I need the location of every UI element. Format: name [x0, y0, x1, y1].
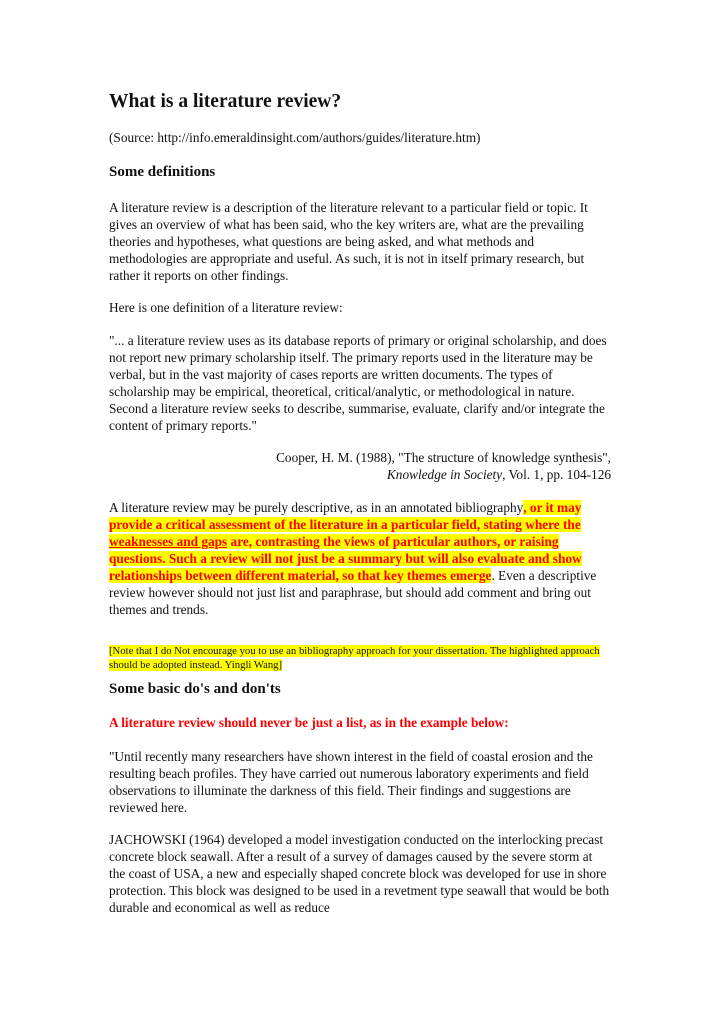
citation-line-2	[109, 466, 611, 483]
highlighted-critical-text-b: are, contrasting the views of particular authors, or raising questions. Such a review will not just be a summary but will also evaluate and show relationships between different material, so that key themes emerge	[109, 534, 582, 583]
citation-journal: Knowledge in Society	[386, 467, 503, 482]
highlighted-underlined-text: weaknesses and gaps	[109, 534, 228, 549]
para3-end: . Even a descriptive review however should not just list and paraphrase, but should add comment and bring out themes and trends.	[109, 568, 597, 617]
instructor-note	[109, 644, 611, 672]
citation-line-1: Cooper, H. M. (1988), "The structure of knowledge synthesis",	[276, 450, 611, 465]
list-warning: A literature review should never be just a list, as in the example below:	[109, 715, 509, 730]
definition-paragraph: A literature review is a description of the literature relevant to a particular field or topic. It gives an overview of what has been said, who the key writers are, what are the prevailing theories and hypotheses, what questions are being asked, and what methods and methodologies are appropriate and useful. As such, it is not in itself primary research, but rather it reports on other findings.	[109, 200, 588, 283]
example-paragraph-1: "Until recently many researchers have shown interest in the field of coastal erosion and the resulting beach profiles. They have carried out numerous laboratory experiments and field observations to illuminate the darkness of this field. Their findings and suggestions are reviewed here.	[109, 749, 593, 815]
highlighted-critical-text-a: , or it may provide a critical assessment of the literature in a particular field, stating where the	[109, 500, 582, 532]
section-heading-dos-donts: Some basic do's and don'ts	[109, 681, 281, 697]
citation-details: , Vol. 1, pp. 104-126	[502, 467, 611, 482]
example-paragraph-2: JACHOWSKI (1964) developed a model investigation conducted on the interlocking precast concrete block seawall. After a result of a survey of damages caused by the severe storm at the coast of USA, a new and especially shaped concrete block was developed for use in shore protection. This block was designed to be used in a revetment type seawall that would be both durable and economical as well as reduce	[109, 832, 610, 915]
page-title: What is a literature review?	[109, 91, 342, 112]
descriptive-review-paragraph	[109, 499, 611, 618]
para3-start: A literature review may be purely descriptive, as in an annotated bibliography	[109, 500, 524, 515]
section-heading-definitions: Some definitions	[109, 164, 216, 180]
instructor-note-text: [Note that I do Not encourage you to use an bibliography approach for your dissertation. The highlighted approach should be adopted instead. Yingli Wang]	[109, 644, 600, 671]
cooper-quote: "... a literature review uses as its database reports of primary or original scholarship, and does not report new primary scholarship itself. The primary reports used in the literature may be verbal, but in the vast majority of cases reports are written documents. The types of scholarship may be empirical, theoretical, critical/analytic, or methodological in nature. Second a literature review seeks to describe, summarise, evaluate, clarify and/or integrate the content of primary reports."	[109, 333, 607, 433]
source-line: (Source: http://info.emeraldinsight.com/authors/guides/literature.htm)	[109, 130, 481, 145]
definition-intro: Here is one definition of a literature review:	[109, 300, 343, 315]
citation	[109, 449, 611, 483]
